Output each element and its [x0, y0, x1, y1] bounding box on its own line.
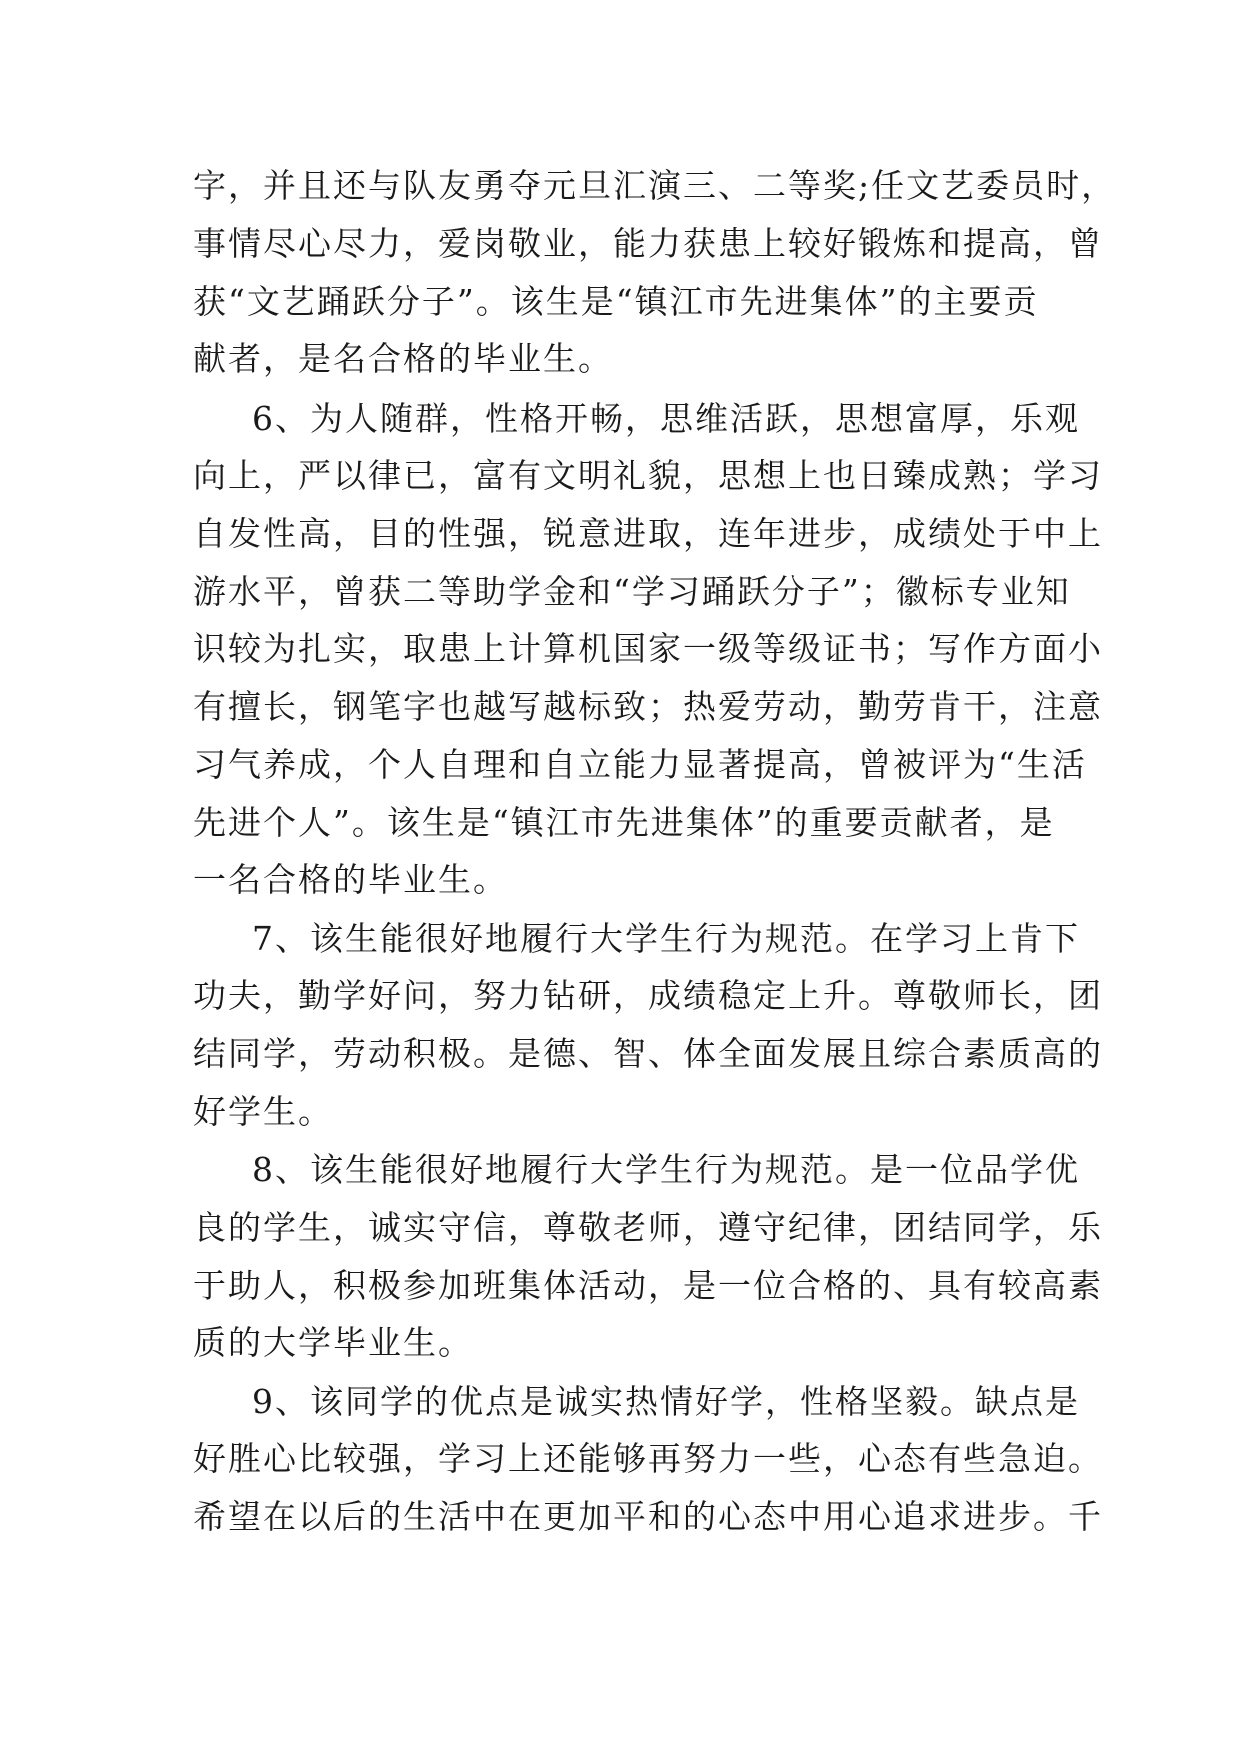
text-line: 有擅长，钢笔字也越写越标致；热爱劳动，勤劳肯干，注意: [193, 687, 1103, 726]
text-line: 获“文艺踊跃分子”。该生是“镇江市先进集体”的主要贡: [193, 282, 1039, 321]
text-line: 献者，是名合格的毕业生。: [193, 339, 613, 378]
text-line: 自发性高，目的性强，锐意进取，连年进步，成绩处于中上: [193, 514, 1103, 553]
text-line: 字，并且还与队友勇夺元旦汇演三、二等奖;任文艺委员时，: [193, 166, 1117, 205]
text-line: 希望在以后的生活中在更加平和的心态中用心追求进步。千: [193, 1497, 1103, 1536]
text-line: 识较为扎实，取患上计算机国家一级等级证书；写作方面小: [193, 629, 1103, 668]
text-line: 功夫，勤学好问，努力钻研，成绩稳定上升。尊敬师长，团: [193, 976, 1103, 1015]
text-line: 事情尽心尽力，爱岗敬业，能力获患上较好锻炼和提高，曾: [193, 224, 1103, 263]
text-line: 质的大学毕业生。: [193, 1323, 473, 1362]
text-line: 结同学，劳动积极。是德、智、体全面发展且综合素质高的: [193, 1034, 1103, 1073]
paragraph-9-first-line: 9、该同学的优点是诚实热情好学，性格坚毅。缺点是: [252, 1382, 1080, 1421]
text-line: 先进个人”。该生是“镇江市先进集体”的重要贡献者，是: [193, 803, 1055, 842]
paragraph-7-first-line: 7、该生能很好地履行大学生行为规范。在学习上肯下: [252, 919, 1080, 958]
text-line: 好学生。: [193, 1092, 333, 1131]
text-line: 习气养成，个人自理和自立能力显著提高，曾被评为“生活: [193, 745, 1087, 784]
paragraph-8-first-line: 8、该生能很好地履行大学生行为规范。是一位品学优: [252, 1150, 1080, 1189]
text-line: 好胜心比较强，学习上还能够再努力一些，心态有些急迫。: [193, 1439, 1103, 1478]
text-line: 一名合格的毕业生。: [193, 860, 508, 899]
text-line: 向上，严以律已，富有文明礼貌，思想上也日臻成熟；学习: [193, 456, 1103, 495]
paragraph-6-first-line: 6、为人随群，性格开畅，思维活跃，思想富厚，乐观: [252, 399, 1080, 438]
text-line: 游水平，曾获二等助学金和“学习踊跃分子”；徽标专业知: [193, 572, 1071, 611]
text-line: 于助人，积极参加班集体活动，是一位合格的、具有较高素: [193, 1266, 1103, 1305]
text-line: 良的学生，诚实守信，尊敬老师，遵守纪律，团结同学，乐: [193, 1208, 1103, 1247]
